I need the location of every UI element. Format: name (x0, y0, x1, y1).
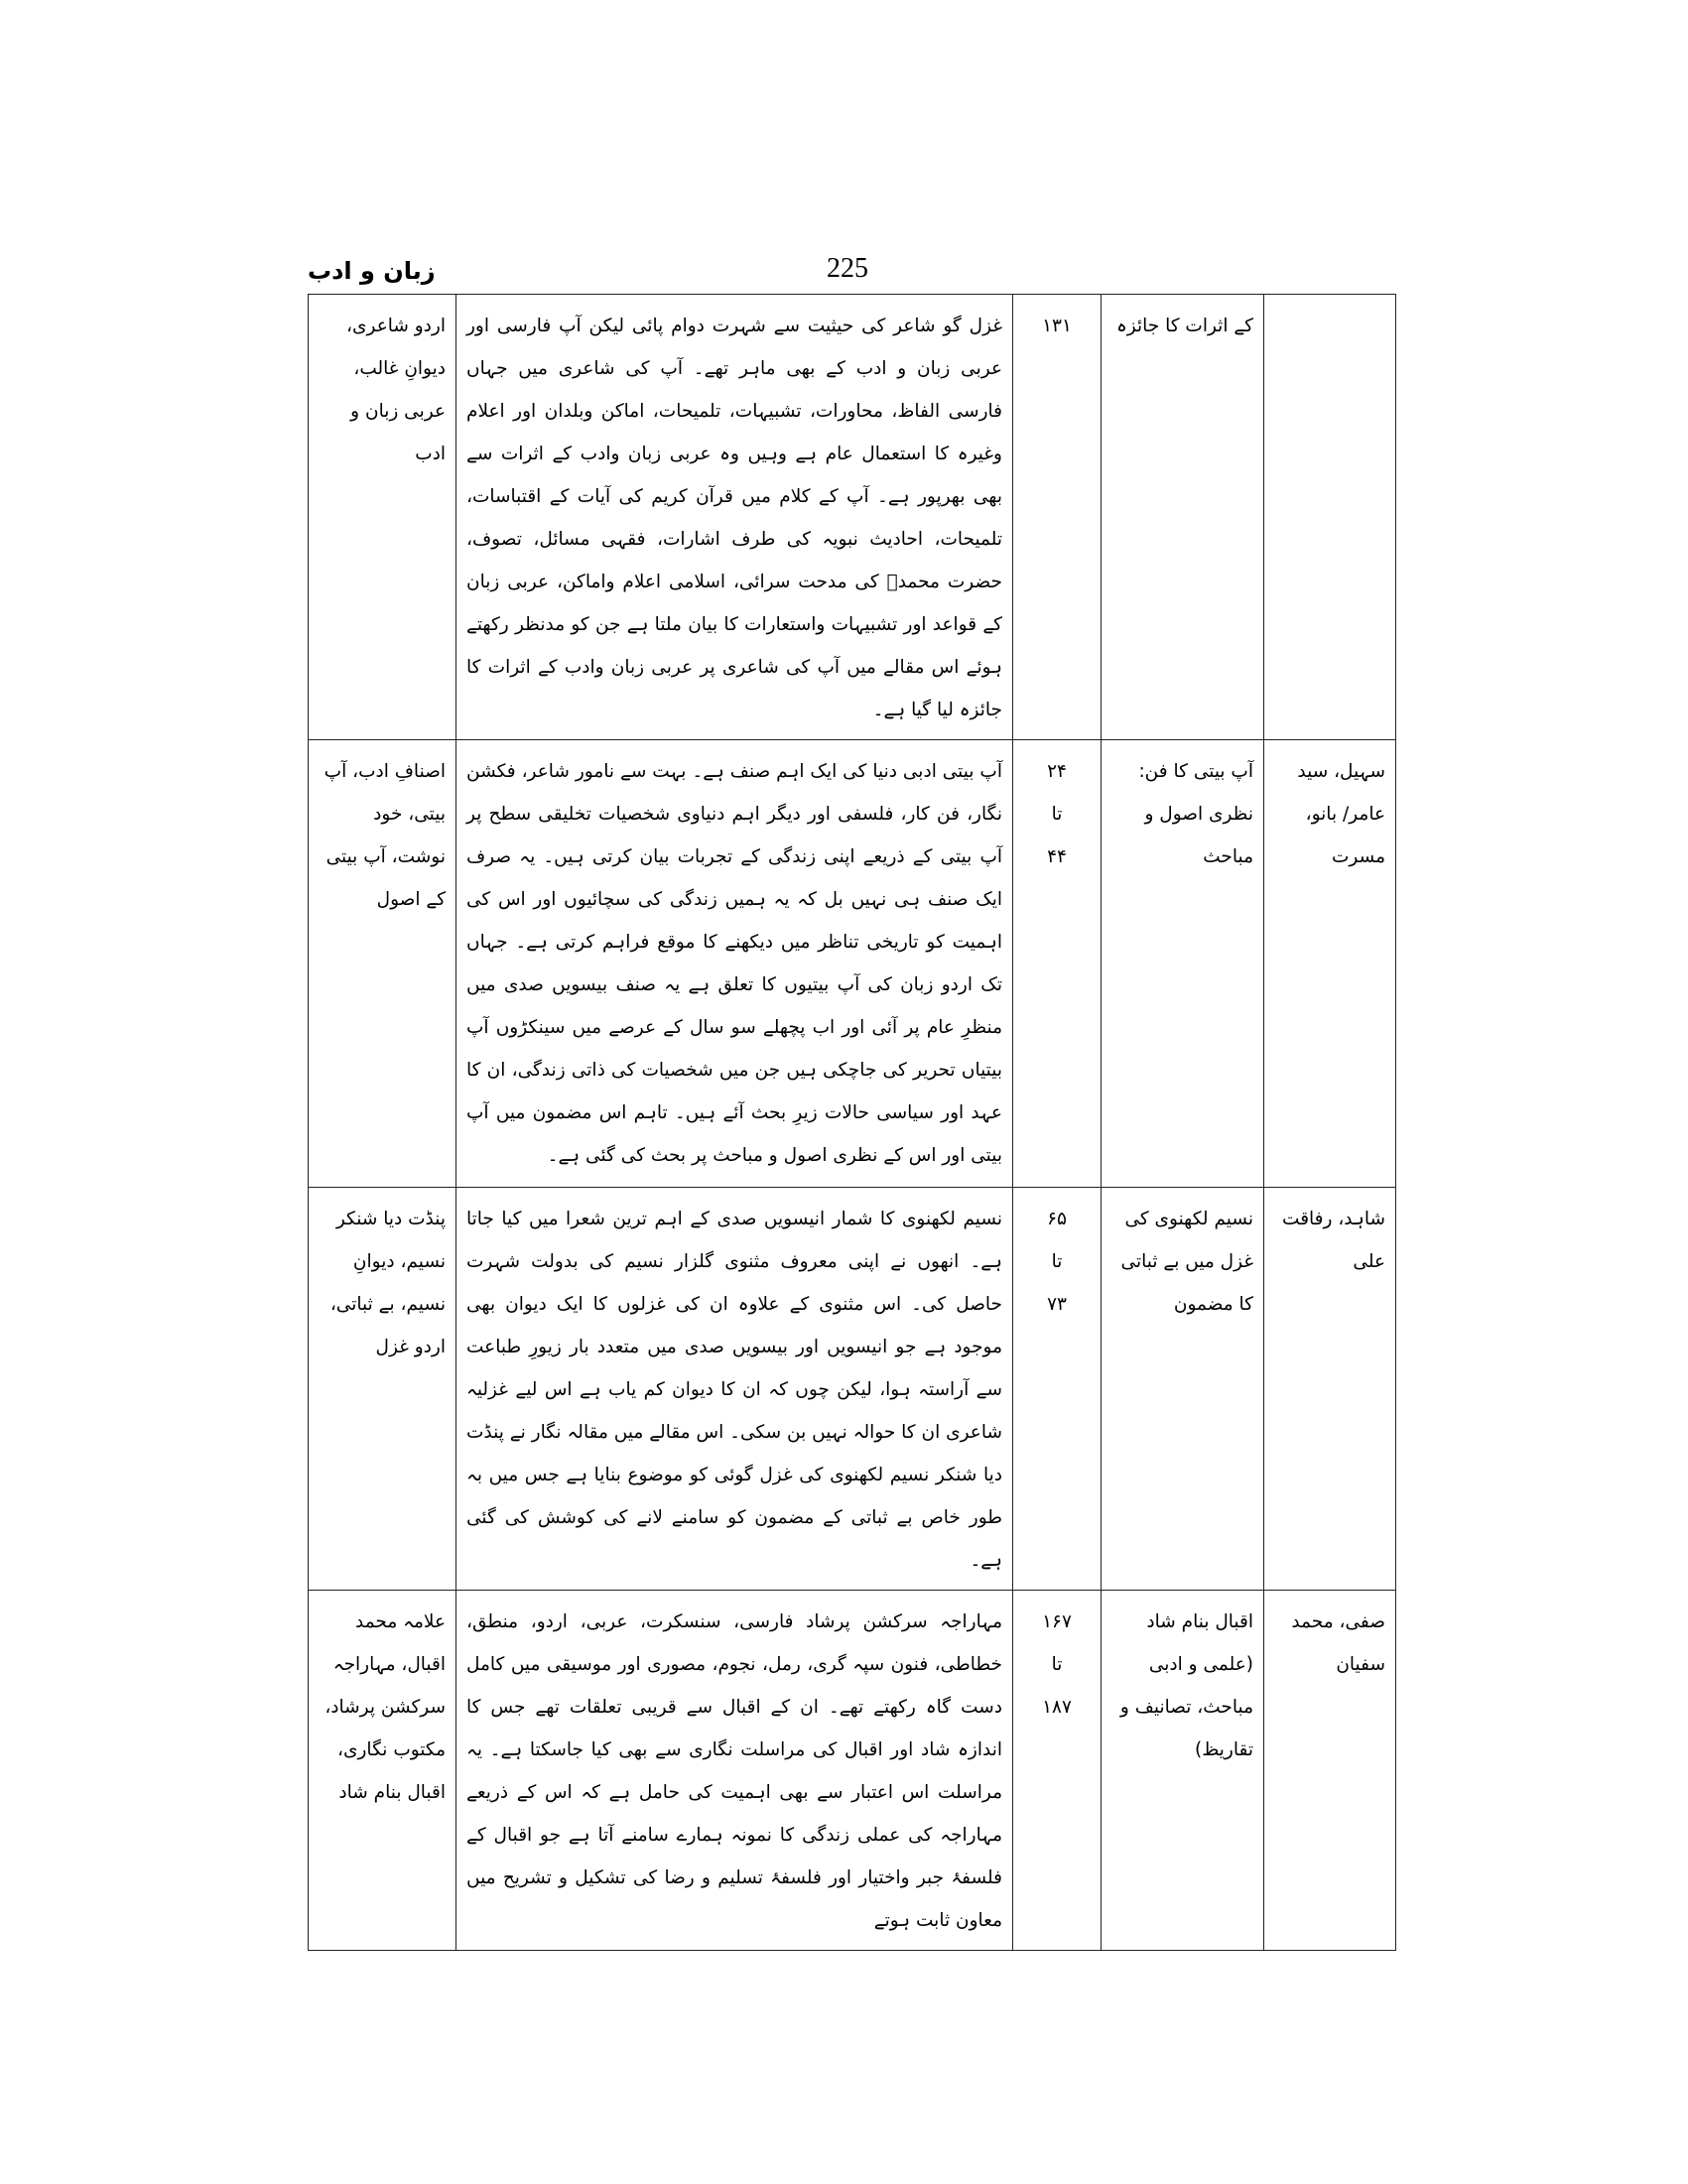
pages-cell (1013, 740, 1102, 1188)
title-cell: کے اثرات کا جائزہ (1102, 295, 1264, 740)
table-row (309, 740, 1396, 1188)
table-row (309, 1188, 1396, 1591)
abstract-cell: نسیم لکھنوی کا شمار انیسویں صدی کے اہم ترین شعرا میں کیا جاتا ہے۔ انھوں نے اپنی معروف مثنوی گلزار نسیم کی بدولت شہرت حاصل کی۔ اس مثنوی کے علاوہ ان کی غزلوں کا ایک دیوان بھی موجود ہے جو انیسویں اور بیسویں صدی میں متعدد بار زیورِ طباعت سے آراستہ ہوا، لیکن چوں کہ ان کا دیوان کم یاب ہے اس لیے غزلیہ شاعری ان کا حوالہ نہیں بن سکی۔ اس مقالے میں مقالہ نگار نے پنڈت دیا شنکر نسیم لکھنوی کی غزل گوئی کو موضوع بنایا ہے جس میں بہ طور خاص بے ثباتی کے مضمون کو سامنے لانے کی کوشش کی گئی ہے۔ (456, 1188, 1013, 1591)
table-row (309, 295, 1396, 740)
page-header (308, 253, 1387, 293)
pages-from: ۱۶۷ (1042, 1611, 1072, 1632)
pages-to: تا (1051, 1251, 1063, 1272)
pages-to: تا (1051, 804, 1063, 825)
keywords-cell: اردو شاعری، دیوانِ غالب، عربی زبان و ادب (309, 295, 456, 740)
author-cell (1264, 295, 1396, 740)
page-number: 225 (827, 253, 868, 284)
table-row (309, 1591, 1396, 1951)
author-cell: سہیل، سید عامر/ بانو، مسرت (1264, 740, 1396, 1188)
pages-end: ۷۳ (1047, 1294, 1067, 1315)
author-cell: صفی، محمد سفیان (1264, 1591, 1396, 1951)
keywords-cell: علامہ محمد اقبال، مہاراجہ سرکشن پرشاد، مکتوب نگاری، اقبال بنام شاد (309, 1591, 456, 1951)
pages-cell (1013, 295, 1102, 740)
abstract-cell: مہاراجہ سرکشن پرشاد فارسی، سنسکرت، عربی، اردو، منطق، خطاطی، فنون سپہ گری، رمل، نجوم، مصوری اور موسیقی میں کامل دست گاہ رکھتے تھے۔ ان کے اقبال سے قریبی تعلقات تھے جس کا اندازہ شاد اور اقبال کی مراسلت نگاری سے بھی کیا جاسکتا ہے۔ یہ مراسلت اس اعتبار سے بھی اہمیت کی حامل ہے کہ اس کے ذریعے مہاراجہ کی عملی زندگی کا نمونہ ہمارے سامنے آتا ہے جو اقبال کے فلسفۂ جبر واختیار اور فلسفۂ تسلیم و رضا کی تشکیل و تشریح میں معاون ثابت ہوتے (456, 1591, 1013, 1951)
author-cell: شاہد، رفاقت علی (1264, 1188, 1396, 1591)
keywords-cell: پنڈت دیا شنکر نسیم، دیوانِ نسیم، بے ثباتی، اردو غزل (309, 1188, 456, 1591)
abstract-cell: غزل گو شاعر کی حیثیت سے شہرت دوام پائی لیکن آپ فارسی اور عربی زبان و ادب کے بھی ماہر تھے۔ آپ کی شاعری میں جہاں فارسی الفاظ، محاورات، تشبیہات، تلمیحات، اماکن وبلدان اور اعلام وغیرہ کا استعمال عام ہے وہیں وہ عربی زبان وادب کے اثرات سے بھی بھرپور ہے۔ آپ کے کلام میں قرآن کریم کی آیات کے اقتباسات، تلمیحات، احادیث نبویہ کی طرف اشارات، فقہی مسائل، تصوف، حضرت محمدؐ کی مدحت سرائی، اسلامی اعلام واماکن، عربی زبان کے قواعد اور تشبیہات واستعارات کا بیان ملتا ہے جن کو مدنظر رکھتے ہوئے اس مقالے میں آپ کی شاعری پر عربی زبان وادب کے اثرات کا جائزہ لیا گیا ہے۔ (456, 295, 1013, 740)
article-index-table (308, 294, 1396, 1951)
journal-title: زبان و ادب (308, 257, 436, 285)
abstract-cell: آپ بیتی ادبی دنیا کی ایک اہم صنف ہے۔ بہت سے نامور شاعر، فکشن نگار، فن کار، فلسفی اور دیگر اہم دنیاوی شخصیات تخلیقی سطح پر آپ بیتی کے ذریعے اپنی زندگی کے تجربات بیان کرتی ہیں۔ یہ صرف ایک صنف ہی نہیں بل کہ یہ ہمیں زندگی کی سچائیوں اور اس کی اہمیت کو تاریخی تناظر میں دیکھنے کا موقع فراہم کرتی ہے۔ جہاں تک اردو زبان کی آپ بیتیوں کا تعلق ہے یہ صنف بیسویں صدی میں منظرِ عام پر آئی اور اب پچھلے سو سال کے عرصے میں سینکڑوں آپ بیتیاں تحریر کی جاچکی ہیں جن میں شخصیات کی ذاتی زندگی، ان کا عہد اور سیاسی حالات زیرِ بحث آئے ہیں۔ تاہم اس مضمون میں آپ بیتی اور اس کے نظری اصول و مباحث پر بحث کی گئی ہے۔ (456, 740, 1013, 1188)
keywords-cell: اصنافِ ادب، آپ بیتی، خود نوشت، آپ بیتی کے اصول (309, 740, 456, 1188)
pages-cell (1013, 1188, 1102, 1591)
pages-from: ۲۴ (1047, 761, 1067, 782)
title-cell: اقبال بنام شاد (علمی و ادبی مباحث، تصانیف و تقاریظ) (1102, 1591, 1264, 1951)
pages-end: ۴۴ (1047, 846, 1067, 867)
pages-from: ۶۵ (1047, 1209, 1067, 1229)
pages-from: ۱۳۱ (1042, 316, 1072, 336)
title-cell: آپ بیتی کا فن: نظری اصول و مباحث (1102, 740, 1264, 1188)
title-cell: نسیم لکھنوی کی غزل میں بے ثباتی کا مضمون (1102, 1188, 1264, 1591)
pages-end: ۱۸۷ (1042, 1697, 1072, 1718)
pages-cell (1013, 1591, 1102, 1951)
pages-to: تا (1051, 1654, 1063, 1675)
